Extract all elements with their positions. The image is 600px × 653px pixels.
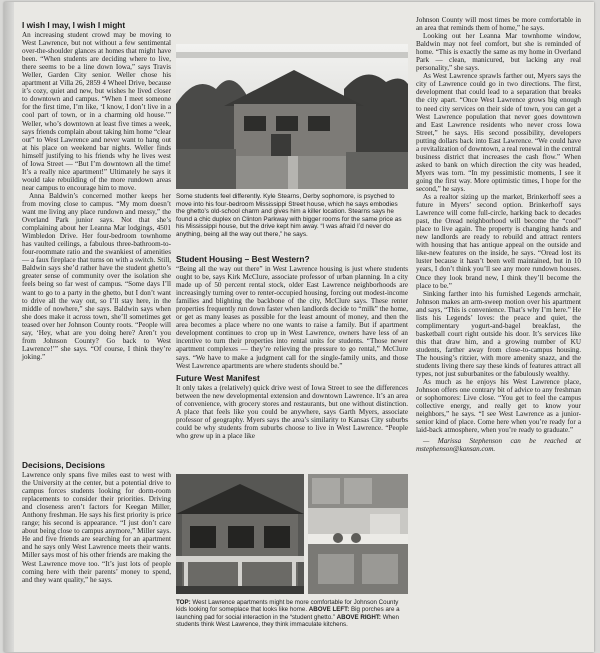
top-photo-caption: Some students feel differently. Kyle Stearns, Derby sophomore, is psyched to move into his four-bedroom Mississippi Street house, which he says embodies the ghetto’s old-school charm and gives him a killer location. Stearns says he found a chic duplex on Clinton Parkway with bigger rooms for the same price as his Mississippi house, but the drive kept him away. “I was afraid I’d never do anything, being all the way out there,” he says. [176,193,402,238]
body-paragraph: It only takes a (relatively) quick drive west of Iowa Street to see the differences between the new developmental extension and downtown Lawrence. It’s an area of convenience, with grocery stores and restaurants, but one without distinction. A place that feels like you could be anywhere, says Garth Myers, associate professor of geography. Myers says the area’s similarity to Kansas City suburbs could be why students from suburbs choose to live in West Lawrence. “People who grew up in a place like [176,383,408,440]
body-paragraph: “Being all the way out there” in West Lawrence housing is just where students ought to be, says Kirk McClure, associate professor of urban planning. In a city made up of 50 percent rental stock, older East Lawrence neighborhoods are increasingly turning over to renter-occupied housing, forcing out modest-income families and blighting the backbone of the city, McClure says. These renter properties frequently run down faster when landlords decide to “milk” the home, or get as many leases as possible for the least amount of money, and then the area becomes a place where no one wants to raise a family. But if apartment development continues to crop up in West Lawrence, owners have less of an incentive to turn their properties into rental units for students. “Those newer apartment complexes — they’re relieving the pressure to go rental,” McClure says. “We have to make a judgment call for the single-family units, and those West Lawrence apartments are where students should be.” [176,265,408,370]
caption-label: ABOVE LEFT: [308,606,350,614]
body-paragraph: An increasing student crowd may be moving to West Lawrence, but not without a few sentimental over-the-shoulder glances at homes that might have been. “When students are deciding where to live, there seems to be a line down Iowa,” says Travis Weller, Garden City senior. Weller chose his apartment at Villa 26, 2859 4 Wheel Drive, because it’s cozy, quiet and new, but wishes he lived closer to downtown and campus. “When I meet someone for the first time, I’m like, ‘I know, I don’t live in a cool part of town, or in a charming old house.’” Weller, who’s downtown at least five times a week, says friends complain about taking him home “clear out” to West Lawrence and never want to hang out at his place on weekend bar nights. Weller finds himself justifying to his friends why he lives west of Iowa Street — “But I’m downtown all the time! It’s a really nice apartment!” Ultimately he says it would take rebuilding of the more rundown areas near campus to encourage him to move. [22,31,171,192]
porch-photo [176,474,304,594]
column-right [416,16,581,636]
caption-text: Big porches are a launching pad for social interaction in the “student ghetto.” [176,606,400,621]
section-heading: Student Housing – Best Western? [176,254,310,264]
body-paragraph: Sinking farther into his furnished Legends armchair, Johnson makes an arm-sweep motion over his apartment and says, “This is convenience. That’s why I’m here.” He lists his Legends’ loves: the peace and quiet, the complimentary yogurt-and-bagel breakfast, the basketball court right outside his door. It’s services like this that draw him, and a growing number of KU students, farther away from close-to-campus housing. The housing’s ritzier, with more amenity snazz, and the students living there say these kinds of features attract all types, not just suburbanites or the fabulously wealthy. [416,289,581,379]
column-one-lower [22,460,171,630]
kitchen-photo [308,474,408,594]
section-heading: I wish I may, I wish I might [22,20,126,30]
body-paragraph: Lawrence only spans five miles east to west with the University at the center, but a potential drive to campus forces students looking for dorm-room replacements to consider their priorities. Driving and closeness aren’t factors for Keegan Miller, Anthony freshman. He says his first priority is price range; his second is appearance. “I just don’t care about being close to campus anymore,” Miller says. He and five friends are searching for an apartment and he says only West Lawrence meets their wants. Miller says most of his other friends are making the West Lawrence move too. “It’s just lots of people coming here with their parents’ money to spend, and they want quality,” he says. [22,471,171,584]
author-signature: — Marissa Stephenson can be reached at mstephenson@kansan.com. [416,437,581,454]
house-photo [176,44,408,189]
house-photo-image [176,44,408,189]
section-heading: Future West Manifest [176,372,260,383]
caption-label: ABOVE RIGHT: [336,613,381,621]
caption-text: When students think West Lawrence, they think immaculate kitchens. [176,613,399,629]
bottom-photos-caption [176,599,408,639]
body-paragraph: As much as he enjoys his West Lawrence place, Johnson offers one contrary bit of advice to any freshman or sophomores: Live close. “You get to feel the campus collective energy, and really get to know your neighbors,” he says. “I see West Lawrence as a junior-senior kind of place. Come here when you’re ready for a laid-back atmosphere, when you’re ready to graduate.” [416,378,581,435]
magazine-page [4,2,594,652]
body-paragraph: As a realtor sizing up the market, Brinkerhoff sees a future in Myers’ second option. Brinkerhoff says Lawrence will come full-circle, harking back to decades past, the Oread neighborhood will become the “cool” place to live again. The property is changing hands and new landlords are ready to rebuild and attract renters with housing that has antique appeal on the outside and like-new features on the inside, he says. “Oread lost its luster because it hasn’t been well maintained, but in 10 years, I don’t think you’ll see any more rundown houses. Once they look brand new, I think they’ll become the place to be.” [416,193,581,290]
page-edge [4,2,14,652]
porch-photo-image [176,474,304,594]
caption-label: TOP: [176,599,191,606]
body-paragraph: As West Lawrence sprawls farther out, Myers says the city of Lawrence could go in two directions. The first, development that could lead to a separation that breaks the city apart. “Once West Lawrence grows big enough to need city services on their side of town, you can get a West Lawrence population that never goes downtown and East Lawrence residents who never cross Iowa Street,” he says. His second possibility, developers putting dollars back into East Lawrence. “We could have a revitalization of downtown, a real renewal in the central business district that increases the cash flow.” When asked to bank on which direction the city was headed, Myers was torn. “In my pessimistic moments, I see it going the first way. More optimistic times, I hope for the second,” he says. [416,72,581,193]
caption-text: West Lawrence apartments might be more comfortable for Johnson County kids looking for someplace that looks like home. [176,599,399,614]
body-paragraph: Looking out her Leanna Mar townhome window, Baldwin may not feel comfort, but she is reminded of home. “This is exactly the same as my home in Overland Park — clean, manicured, but lacking any real personality,” she says. [416,32,581,73]
kitchen-photo-image [308,474,408,594]
body-paragraph: Johnson County will most times be more comfortable in an area that reminds them of home,” he says. [416,16,581,33]
section-heading: Decisions, Decisions [22,460,106,470]
body-paragraph: Anna Baldwin’s concerned mother keeps her from moving close to campus. “My mom doesn’t want me living any place rundown and messy,” the Overland Park junior says. Not that she’s complaining about her Leanna Mar lodgings, 4501 Wimbledon Drive. Her four-bedroom townhome has vaulted ceilings, a fabulous three-bathroom-to-four-roommate ratio and the swankiest of amenities — a faux fireplace that turns on with a switch. Still, Baldwin says she’d rather have the student ghetto’s greater sense of community over the isolation she feels being so far west of campus. “Some days I’ll want to go to a party in the ghetto, but I don’t want to drive all the way out, so I’ll stay here, in the middle of nowhere,” she says. Baldwin says when she does make it across town, she’ll sometimes get teased over her Johnson County roots. “People will say, ‘Hey, what are you doing here? Aren’t you from Johnson County? Go back to West Lawrence!’” she says. “Of course, I think they’re joking.” [22,191,171,361]
column-one [22,20,171,455]
column-middle [176,254,408,466]
